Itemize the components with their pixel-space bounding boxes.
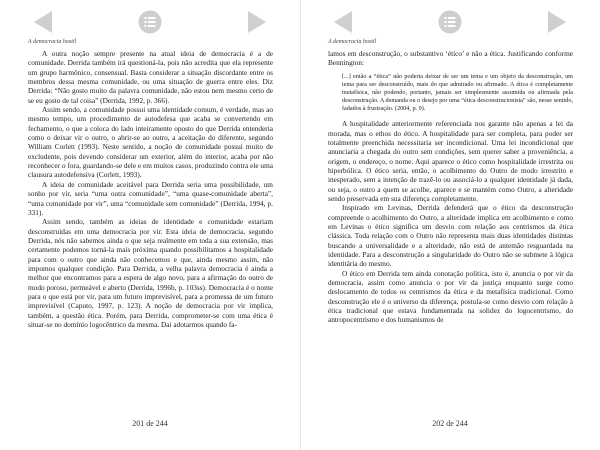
right-page (300, 0, 600, 450)
paragraph: Assim sendo, a comunidade possui uma identidade comum, é verdade, mas ao mesmo tempo, um procedimento de autodefesa que acaba se convertendo em fechamento, o que a coloca do lado inteiramente oposto do que Derrida entenderia como o deixar vir o outro, o abrir-se ao outro, a aceitação do diferente, segundo William Corlett (1993). Neste sentido, a noção de comunidade possui muito de excludente, pois devendo considerar um exterior, além do interior, acaba por não reconhecer o fora, guardando-se dele e em muitos casos, produzindo contra ele uma clausura autodefensiva (Corlett, 1993). (28, 105, 273, 180)
previous-page-button[interactable] (30, 9, 56, 35)
next-page-button[interactable] (544, 9, 570, 35)
paragraph: lamos em desconstrução, o substantivo ‘ético’ e não a ética. Justificando conforme Bennington: (328, 49, 573, 68)
paragraph: Inspirado em Levinas, Derrida defenderá que o ético da desconstrução compreende o acolhimento do Outro, a alteridade implica em acolhimento e como em Levinas o ético significa um desvio com relação aos centrismos da ética clássica. Toda relação com o Outro não representa mais duas identidades distintas buscando a universalidade e a alteridade, não está de antemão resguardada na identidade. Para a desconstrução a singularidade do Outro não se submete à lógica identitária do mesmo. (328, 203, 573, 269)
menu-button[interactable] (437, 9, 463, 35)
paragraph: A hospitalidade anteriormente referenciada nos garante não apenas a lei da morada, mas o ethos do ético. A hospitalidade para ser completa, para poder ser totalmente preenchida necessitaria ser incondicional. Uma lei incondicional que anunciaria a chegada do outro sem condições, sem querer saber a proveniência, a origem, o endereço, o nome. Aqui aparece o ético como hospitalidade irrestrita ou hiperbólica. O ético seria, então, o acolhimento do Outro de modo irrestrito e inesperado, sem a intenção de trazê-lo ou associá-lo a qualquer identidade já dada, ou seja, o outro a quem se acolhe, aparece e se mantém como Outro, a alteridade sendo preservada em sua diferença completamente. (328, 119, 573, 203)
paragraph: A ideia de comunidade aceitável para Derrida seria uma possibilidade, um sonho por vir, seria “uma outra comunidade”, “uma quase-comunidade aberta”, “uma comunidade por vir”, uma “comunidade sem comunidade” (Derrida, 1994, p. 331). (28, 179, 273, 217)
page-number: 201 de 244 (132, 419, 168, 428)
right-body-text (328, 49, 573, 325)
next-page-button[interactable] (244, 9, 270, 35)
menu-list-icon (138, 10, 162, 34)
triangle-left-icon (32, 9, 54, 35)
paragraph: A outra noção sempre presente na atual ideia de democracia é a de comunidade. Derrida também irá questioná-la, pois não acredita que ela represente um grupo harmônico, consensual. Basta considerar a situação discordante entre os membros dessa mesma comunidade, ou uma situação de guerra entre eles. Diz Derrida: “Não gosto muito da palavra comunidade, não estou nem mesmo certo de se eu gosto de tal coisa” (Derrida, 1992, p. 366). (28, 49, 273, 105)
right-nav-bar (300, 9, 600, 35)
menu-button[interactable] (137, 9, 163, 35)
previous-page-button[interactable] (330, 9, 356, 35)
menu-list-icon (438, 10, 462, 34)
running-head: A democracia hostil (28, 39, 77, 45)
triangle-right-icon (246, 9, 268, 35)
paragraph: Assim sendo, também as ideias de identidade e comunidade estariam desconstruídas em uma democracia por vir. Esta ideia de democracia, segundo Derrida, nós não sabemos ainda o que seja realmente em toda a sua extensão, mas certamente podemos torná-la mais próxima quando possibilitamos a hospitalidade para com o outro que ainda não conhecemos e que, ainda mesmo assim, não impomos qualquer condição. Para Derrida, a velha palavra democracia é ainda a melhor que encontramos para a espera de algo novo, para a afirmação do outro de modo poroso, permeável e aberto (Derrida, 1996b, p. 103ss). Democracia é o nome para o que está por vir, para um futuro imprevisível, para a promessa de um futuro imprevisível (Caputo, 1997, p. 123). A noção de democracia por vir implica, também, a questão ética. Porém, para Derrida, comprometer-se com uma ética é situar-se no domínio logocêntrico da mesma. Daí adotarmos quando fa- (28, 217, 273, 329)
page-number: 202 de 244 (432, 419, 468, 428)
left-nav-bar (0, 9, 300, 35)
triangle-left-icon (332, 9, 354, 35)
triangle-right-icon (546, 9, 568, 35)
running-head: A democracia hostil (328, 39, 377, 45)
paragraph: O ético em Derrida tem ainda conotação política, isto é, anuncia o por vir da democracia, assim como anuncia o por vir da justiça enquanto surge como deslocamento de todos os centrismos da ética e da metafísica tradicional. Como desconstrução ele é o universo da diferença, postula-se como desvio com relação à ética tradicional que estava fundamentada na solidez do logocentrismo, do antropocentrismo e dos humanismos de (328, 268, 573, 325)
block-quote: [...] então a “ética” não poderia deixar de ser um tema e um objeto da desconstrução, um tema para ser desconstruído, mais do que admirado ou afirmado. A ética é completamente metafísica, não podendo, portanto, jamais ser simplesmente assumida ou afirmada pela desconstrução. A demanda ou o desejo por uma “ética desconstrucionista” são, nesse sentido, fadados à frustração. (2004, p. 9). (342, 72, 573, 113)
left-body-text (28, 49, 273, 329)
